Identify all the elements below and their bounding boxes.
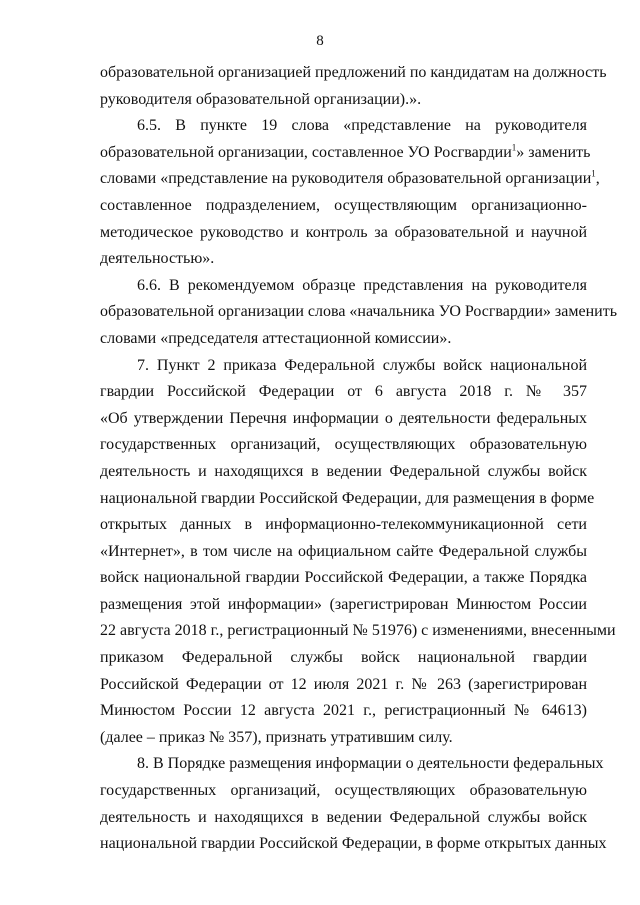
text-line [100, 87, 587, 114]
text-run: гвардии Российской Федерации от 6 августа 2018 г. № 357 [100, 383, 587, 401]
text-line [100, 645, 587, 672]
text-run: (далее – приказ № 357), признать утратившим силу. [100, 728, 453, 746]
text-line [100, 406, 587, 433]
text-line [100, 512, 587, 539]
text-line [100, 486, 595, 513]
text-run: 6.5. В пункте 19 слова «представление на руководителя [137, 117, 587, 135]
text-line [100, 672, 587, 699]
text-run: образовательной организацией предложений по кандидатам на должность [100, 64, 607, 81]
text-run: «Об утверждении Перечня информации о деятельности федеральных [100, 409, 587, 427]
text-line [100, 193, 587, 220]
text-run: войск национальной гвардии Российской Федерации, а также Порядка [100, 569, 587, 587]
text-line [100, 459, 587, 486]
text-run: 6.6. В рекомендуемом образце представления на руководителя [137, 276, 587, 294]
page-number: 8 [316, 33, 324, 49]
text-run: размещения этой информации» (зарегистрирован Минюстом России [100, 595, 587, 613]
text-run: государственных организаций, осуществляющих образовательную [100, 782, 587, 800]
text-line [100, 805, 587, 832]
text-run: деятельность и находящихся в ведении Федеральной службы войск [100, 462, 587, 480]
text-run: Минюстом России 12 августа 2021 г., регистрационный № 64613) [100, 702, 587, 720]
text-line [100, 60, 607, 87]
text-line [100, 592, 587, 619]
text-run: 22 августа 2018 г., регистрационный № 51976) с изменениями, внесенными [100, 622, 616, 640]
text-run: методическое руководство и контроль за образовательной и научной [100, 223, 587, 241]
text-line [100, 299, 617, 326]
text-line [100, 725, 587, 752]
text-run: национальной гвардии Российской Федерации, для размещения в форме [100, 489, 595, 507]
text-line [100, 432, 587, 459]
text-line [100, 539, 587, 566]
text-line [100, 618, 616, 645]
text-line [100, 246, 587, 273]
text-run: национальной гвардии Российской Федерации, в форме открытых данных [100, 835, 607, 853]
text-run: деятельностью». [100, 250, 215, 268]
text-line [100, 565, 587, 592]
text-run: приказом Федеральной службы войск национальной гвардии [100, 649, 587, 667]
text-line [100, 273, 587, 300]
text-line [100, 166, 600, 193]
footnote-mark: 1 [591, 169, 596, 180]
text-run: руководителя образовательной организации).». [100, 90, 422, 108]
text-line [100, 326, 587, 353]
text-run: » заменить [516, 143, 591, 161]
text-line [100, 831, 607, 858]
text-run: образовательной организации, составленное УО Росгвардии [100, 143, 512, 161]
text-line [100, 353, 587, 380]
text-run: , [595, 170, 600, 188]
text-line [100, 113, 587, 140]
text-run: «Интернет», в том числе на официальном сайте Федеральной службы [100, 542, 587, 560]
text-line [100, 751, 604, 778]
text-run: словами «председателя аттестационной комиссии». [100, 329, 452, 347]
text-run: 7. Пункт 2 приказа Федеральной службы войск национальной [137, 356, 587, 374]
text-run: составленное подразделением, осуществляющим организационно- [100, 196, 587, 214]
text-line [100, 698, 587, 725]
footnote-mark: 1 [511, 142, 517, 153]
text-run: словами «представление на руководителя образовательной организации [100, 170, 592, 188]
text-line [100, 379, 587, 406]
text-run: 8. В Порядке размещения информации о деятельности федеральных [137, 755, 604, 773]
text-run: деятельность и находящихся в ведении Федеральной службы войск [100, 808, 587, 826]
text-run: открытых данных в информационно-телекоммуникационной сети [100, 516, 587, 534]
text-line [100, 220, 587, 247]
text-run: образовательной организации слова «начальника УО Росгвардии» заменить [100, 303, 617, 321]
text-line [100, 778, 587, 805]
document-body [100, 60, 617, 858]
text-run: Российской Федерации от 12 июля 2021 г. № 263 (зарегистрирован [100, 675, 587, 693]
text-line [100, 140, 591, 167]
text-run: государственных организаций, осуществляющих образовательную [100, 436, 587, 454]
